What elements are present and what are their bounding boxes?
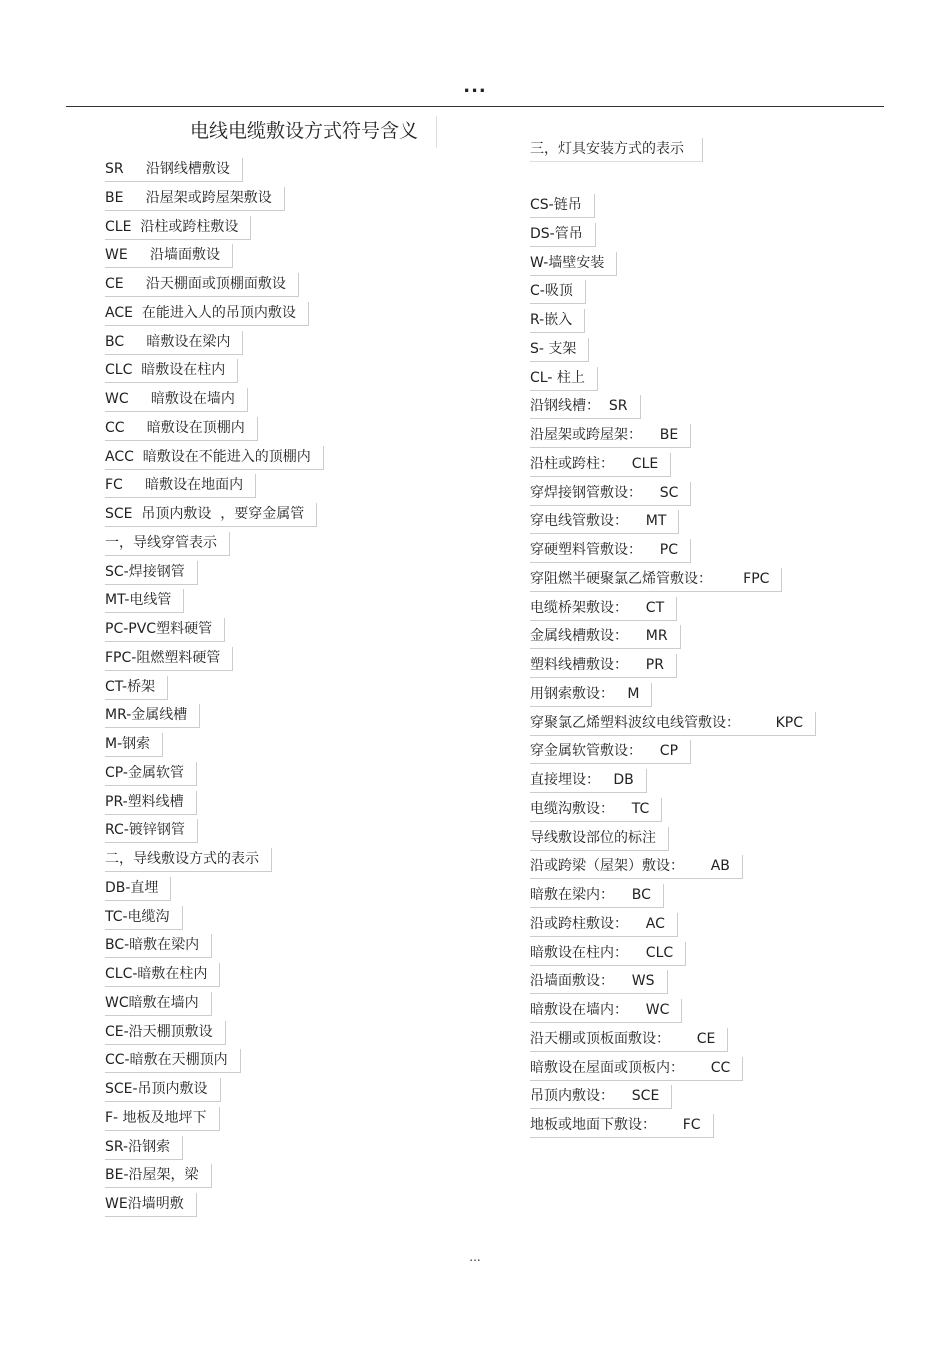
list-item-text: WE沿墙明敷 — [105, 1193, 197, 1217]
list-item — [530, 913, 816, 942]
right-section-heading: 三，灯具安装方式的表示 — [530, 138, 703, 162]
list-item-text: R-嵌入 — [530, 309, 585, 333]
list-item-text: 沿或跨梁（屋架）敷设： AB — [530, 855, 743, 879]
list-item-text: 暗敷在梁内： BC — [530, 884, 664, 908]
list-item — [530, 625, 816, 654]
list-item — [530, 597, 816, 626]
list-item-text: FC 暗敷设在地面内 — [105, 474, 256, 498]
list-item — [105, 704, 324, 733]
list-item-text: WE 沿墙面敷设 — [105, 244, 233, 268]
list-item — [105, 1078, 324, 1107]
list-item — [105, 561, 324, 590]
list-item — [530, 194, 816, 223]
list-item — [105, 273, 324, 302]
list-item — [105, 1136, 324, 1165]
list-item — [530, 942, 816, 971]
list-item-text: 地板或地面下敷设： FC — [530, 1114, 714, 1138]
list-item-text: BC-暗敷在梁内 — [105, 934, 212, 958]
list-item-text: 穿焊接钢管敷设： SC — [530, 482, 691, 506]
list-item-text: DB-直埋 — [105, 877, 171, 901]
list-item-text: 沿屋架或跨屋架： BE — [530, 424, 691, 448]
list-item-text: CE 沿天棚面或顶棚面敷设 — [105, 273, 299, 297]
list-item-text: 塑料线槽敷设： PR — [530, 654, 677, 678]
list-item — [530, 769, 816, 798]
list-item — [530, 999, 816, 1028]
list-item — [105, 676, 324, 705]
list-item — [530, 1114, 816, 1143]
list-item — [105, 158, 324, 187]
list-item — [105, 1049, 324, 1078]
list-item — [530, 855, 816, 884]
list-item — [105, 647, 324, 676]
list-item-text: M-钢索 — [105, 733, 163, 757]
list-item-text: 沿墙面敷设： WS — [530, 970, 668, 994]
list-item — [105, 934, 324, 963]
list-item-text: 暗敷设在柱内： CLC — [530, 942, 686, 966]
list-item — [530, 827, 816, 856]
list-item — [530, 223, 816, 252]
list-item-text: 沿钢线槽： SR — [530, 395, 641, 419]
list-item — [530, 367, 816, 396]
list-item-text: BE-沿屋架，梁 — [105, 1164, 212, 1188]
list-item-text: 用钢索敷设： M — [530, 683, 652, 707]
list-item — [105, 1107, 324, 1136]
list-item-text: CP-金属软管 — [105, 762, 197, 786]
list-item-text: TC-电缆沟 — [105, 906, 183, 930]
list-item — [105, 503, 324, 532]
list-item-text: MT-电线管 — [105, 589, 184, 613]
list-item-text: CT-桥架 — [105, 676, 168, 700]
list-item — [530, 970, 816, 999]
list-item — [530, 683, 816, 712]
list-item — [105, 187, 324, 216]
list-item — [105, 877, 324, 906]
list-item-text: CLC 暗敷设在柱内 — [105, 359, 238, 383]
list-item-text: 电缆沟敷设： TC — [530, 798, 662, 822]
list-item — [530, 568, 816, 597]
list-item — [105, 216, 324, 245]
list-item-text: PC-PVC塑料硬管 — [105, 618, 225, 642]
list-item-text: SCE-吊顶内敷设 — [105, 1078, 221, 1102]
list-item-text: F- 地板及地坪下 — [105, 1107, 220, 1131]
list-item — [530, 510, 816, 539]
list-item-text: WC暗敷在墙内 — [105, 992, 212, 1016]
list-item-text: BC 暗敷设在梁内 — [105, 331, 243, 355]
list-item — [105, 992, 324, 1021]
right-column — [530, 138, 816, 1143]
list-item-text: 穿硬塑料管敷设： PC — [530, 539, 691, 563]
list-item-text: MR-金属线槽 — [105, 704, 200, 728]
header-divider — [66, 106, 884, 107]
list-item — [105, 589, 324, 618]
list-item — [530, 252, 816, 281]
right-column-list — [530, 194, 816, 1143]
list-item-text: 二，导线敷设方式的表示 — [105, 848, 272, 872]
list-item — [105, 791, 324, 820]
list-item — [105, 359, 324, 388]
list-item — [105, 819, 324, 848]
list-item — [105, 848, 324, 877]
list-item — [530, 309, 816, 338]
list-item-text: 电缆桥架敷设： CT — [530, 597, 677, 621]
list-item — [105, 733, 324, 762]
list-item-text: 穿聚氯乙烯塑料波纹电线管敷设： KPC — [530, 712, 816, 736]
list-item — [530, 424, 816, 453]
list-item-text: 吊顶内敷设： SCE — [530, 1085, 672, 1109]
list-item-text: SR-沿钢索 — [105, 1136, 183, 1160]
list-item-text: S- 支架 — [530, 338, 589, 362]
list-item-text: CLE 沿柱或跨柱敷设 — [105, 216, 251, 240]
list-item-text: 沿天棚或顶板面敷设： CE — [530, 1028, 728, 1052]
list-item — [530, 1028, 816, 1057]
list-item — [105, 963, 324, 992]
list-item-text: CLC-暗敷在柱内 — [105, 963, 220, 987]
list-item-text: ACC 暗敷设在不能进入的顶棚内 — [105, 446, 324, 470]
list-item — [105, 474, 324, 503]
list-item-text: 穿金属软管敷设： CP — [530, 740, 691, 764]
list-item — [105, 1164, 324, 1193]
list-item — [530, 338, 816, 367]
list-item-text: PR-塑料线槽 — [105, 791, 197, 815]
list-item — [105, 906, 324, 935]
list-item-text: 暗敷设在墙内： WC — [530, 999, 682, 1023]
list-item — [530, 1057, 816, 1086]
list-item — [105, 388, 324, 417]
list-item — [105, 331, 324, 360]
list-item — [530, 884, 816, 913]
list-item-text: WC 暗敷设在墙内 — [105, 388, 248, 412]
list-item-text: BE 沿屋架或跨屋架敷设 — [105, 187, 285, 211]
list-item-text: DS-管吊 — [530, 223, 596, 247]
list-item-text: ACE 在能进入人的吊顶内敷设 — [105, 302, 309, 326]
list-item-text: 金属线槽敷设： MR — [530, 625, 681, 649]
list-item — [530, 1085, 816, 1114]
left-column-list — [105, 158, 324, 1222]
list-item-text: 直接埋设： DB — [530, 769, 647, 793]
list-item — [530, 539, 816, 568]
list-item-text: 导线敷设部位的标注 — [530, 827, 669, 851]
list-item — [105, 1021, 324, 1050]
list-item — [530, 712, 816, 741]
list-item-text: RC-镀锌钢管 — [105, 819, 198, 843]
list-item — [530, 654, 816, 683]
list-item — [530, 453, 816, 482]
list-item-text: W-墙壁安装 — [530, 252, 617, 276]
list-item — [530, 482, 816, 511]
list-item-text: SC-焊接钢管 — [105, 561, 198, 585]
list-item — [105, 446, 324, 475]
list-item — [530, 395, 816, 424]
list-item-text: 一，导线穿管表示 — [105, 532, 230, 556]
page-title: 电线电缆敷设方式符号含义 — [190, 116, 437, 148]
list-item — [530, 798, 816, 827]
list-item-text: SR 沿钢线槽敷设 — [105, 158, 243, 182]
list-item-text: CC 暗敷设在顶棚内 — [105, 417, 258, 441]
list-item — [105, 1193, 324, 1222]
list-item-text: CL- 柱上 — [530, 367, 598, 391]
right-section-heading-row — [530, 138, 816, 194]
list-item — [105, 302, 324, 331]
list-item — [105, 532, 324, 561]
list-item — [530, 740, 816, 769]
header-dots: ... — [463, 76, 487, 97]
footer-dots: ... — [469, 1250, 481, 1264]
list-item — [105, 762, 324, 791]
list-item — [105, 244, 324, 273]
list-item-text: CE-沿天棚顶敷设 — [105, 1021, 226, 1045]
list-item — [105, 417, 324, 446]
list-item-text: FPC-阻燃塑料硬管 — [105, 647, 233, 671]
list-item-text: 沿柱或跨柱： CLE — [530, 453, 671, 477]
list-item — [105, 618, 324, 647]
list-item-text: 沿或跨柱敷设： AC — [530, 913, 678, 937]
list-item-text: CS-链吊 — [530, 194, 595, 218]
list-item-text: 穿阻燃半硬聚氯乙烯管敷设： FPC — [530, 568, 782, 592]
list-item-text: 暗敷设在屋面或顶板内： CC — [530, 1057, 743, 1081]
list-item-text: SCE 吊顶内敷设 ，要穿金属管 — [105, 503, 317, 527]
list-item-text: 穿电线管敷设： MT — [530, 510, 679, 534]
list-item-text: C-吸顶 — [530, 280, 586, 304]
list-item-text: CC-暗敷在天棚顶内 — [105, 1049, 241, 1073]
list-item — [530, 280, 816, 309]
